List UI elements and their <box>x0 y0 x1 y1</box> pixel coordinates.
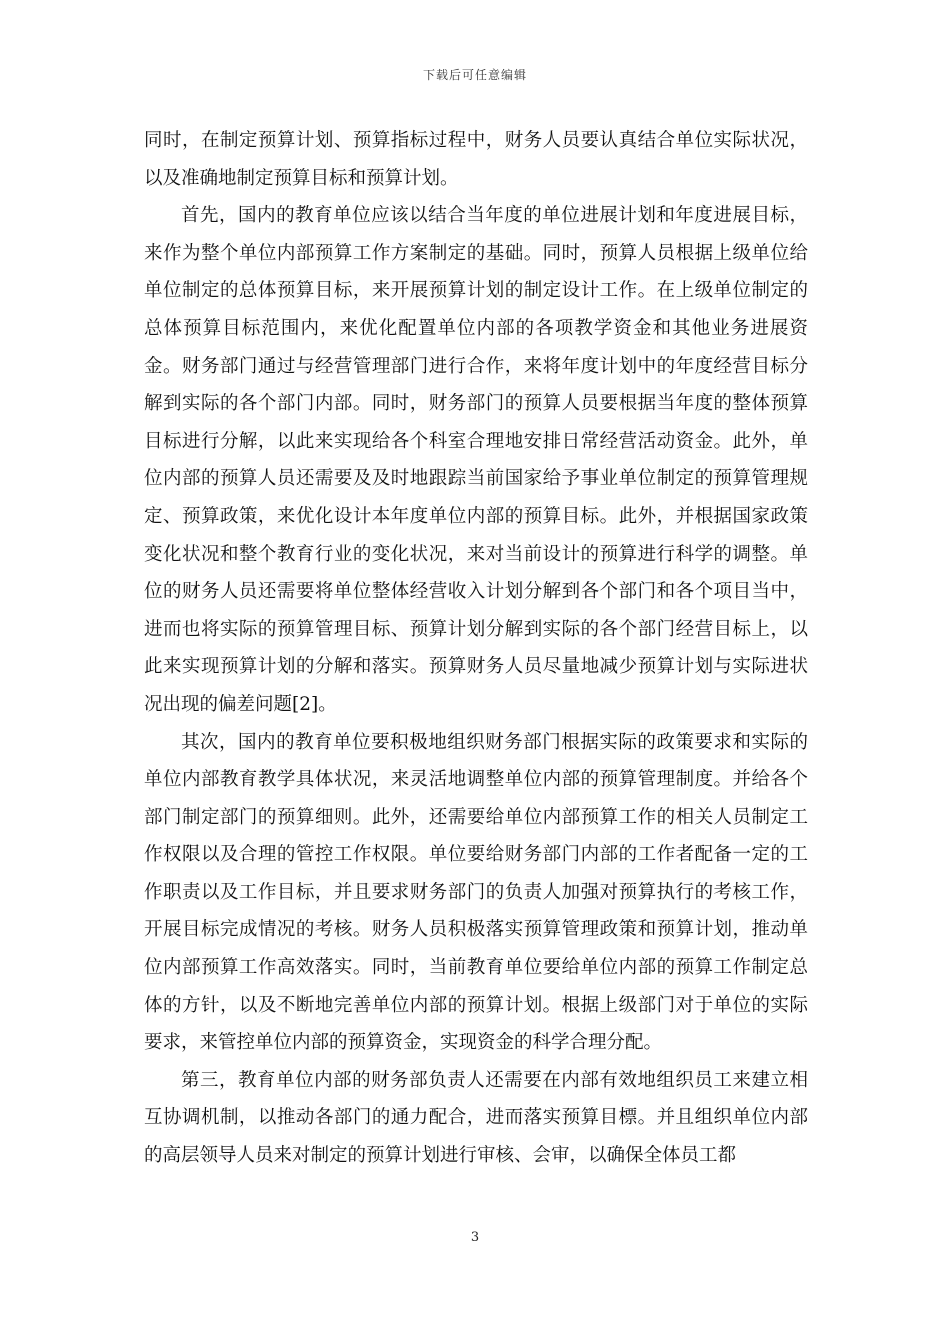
document-body <box>144 122 808 1175</box>
paragraph-2: 首先，国内的教育单位应该以结合当年度的单位进展计划和年度进展目标，来作为整个单位内部预算工作方案制定的基础。同时，预算人员根据上级单位给单位制定的总体预算目标，来开展预算计划的制定设计工作。在上级单位制定的总体预算目标范围内，来优化配置单位内部的各项教学资金和其他业务进展资金。财务部门通过与经营管理部门进行合作，来将年度计划中的年度经营目标分解到实际的各个部门内部。同时，财务部门的预算人员要根据当年度的整体预算目标进行分解，以此来实现给各个科室合理地安排日常经营活动资金。此外，单位内部的预算人员还需要及及时地跟踪当前国家给予事业单位制定的预算管理规定、预算政策，来优化设计本年度单位内部的预算目标。此外，并根据国家政策变化状况和整个教育行业的变化状况，来对当前设计的预算进行科学的调整。单位的财务人员还需要将单位整体经营收入计划分解到各个部门和各个项目当中，进而也将实际的预算管理目标、预算计划分解到实际的各个部门经营目标上，以此来实现预算计划的分解和落实。预算财务人员尽量地减少预算计划与实际进状况出现的偏差问题[2]。 <box>144 205 808 715</box>
paragraph-4: 第三，教育单位内部的财务部负责人还需要在内部有效地组织员工来建立相互协调机制，以推动各部门的通力配合，进而落实预算目標。并且组织单位内部的高层领导人员来对制定的预算计划进行审核、会审，以确保全体员工都 <box>144 1069 808 1167</box>
page-header: 下载后可任意编辑 <box>422 68 527 82</box>
page-number: 3 <box>470 1230 480 1245</box>
paragraph-1: 同时，在制定预算计划、预算指标过程中，财务人员要认真结合单位实际状况，以及准确地制定预算目标和预算计划。 <box>144 130 808 189</box>
paragraph-3: 其次，国内的教育单位要积极地组织财务部门根据实际的政策要求和实际的单位内部教育教学具体状况，来灵活地调整单位内部的预算管理制度。并给各个部门制定部门的预算细则。此外，还需要给单位内部预算工作的相关人员制定工作权限以及合理的管控工作权限。单位要给财务部门内部的工作者配备一定的工作职责以及工作目标，并且要求财务部门的负责人加强对预算执行的考核工作，开展目标完成情况的考核。财务人员积极落实预算管理政策和预算计划，推动单位内部预算工作高效落实。同时，当前教育单位要给单位内部的预算工作制定总体的方针，以及不断地完善单位内部的预算计划。根据上级部门对于单位的实际要求，来管控单位内部的预算资金，实现资金的科学合理分配。 <box>144 731 808 1054</box>
